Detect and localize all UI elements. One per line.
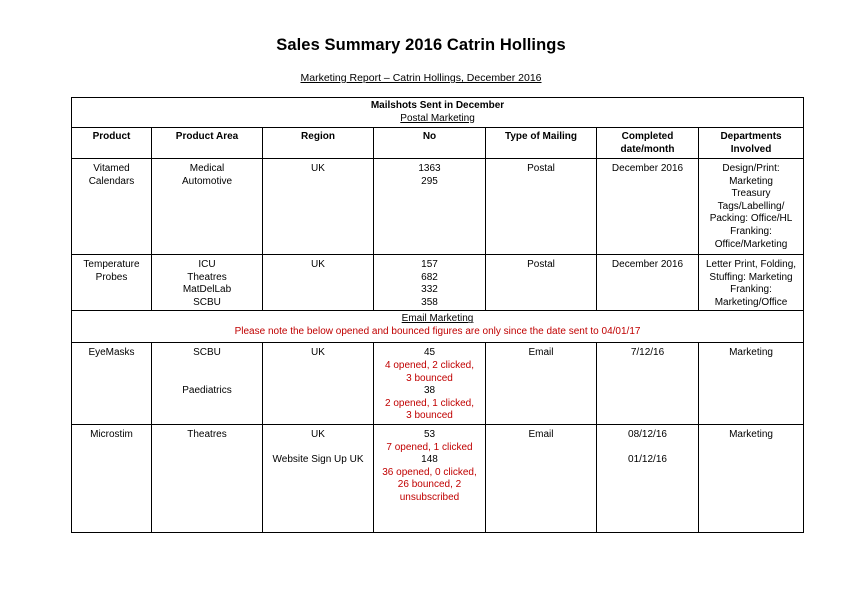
product-line: Vitamed [93,163,130,174]
departments-line: Marketing/Office [714,296,788,308]
region-cell: UK [263,343,374,425]
no-value: 148 [421,454,438,466]
no-cell [374,424,486,532]
spacer [155,373,259,386]
no-cell [374,159,486,255]
column-header-type-of-mailing: Type of Mailing [486,128,597,159]
product-line: Calendars [88,175,135,187]
product-area-cell [152,255,263,311]
completed-line: 08/12/16 [628,428,667,440]
email-stats: unsubscribed [399,491,460,503]
spacer [600,442,695,455]
departments-line: Letter Print, Folding, [706,259,797,270]
no-value: 295 [421,175,438,187]
type-cell: Postal [486,255,597,311]
report-subtitle: Marketing Report – Catrin Hollings, December 2016 [300,72,542,84]
departments-line: Design/Print: [722,163,780,174]
departments-line: Marketing [729,175,773,187]
email-marketing-label: Email Marketing [401,313,474,325]
spacer [155,360,259,373]
no-value: 682 [421,271,438,283]
product-cell: EyeMasks [72,343,152,425]
spacer [266,442,370,455]
email-stats: 7 opened, 1 clicked [386,441,473,453]
type-cell: Postal [486,159,597,255]
departments-line: Franking: [730,284,772,296]
departments-cell [699,255,804,311]
departments-line: Office/Marketing [714,238,788,250]
no-value: 45 [423,347,436,359]
table-row [72,424,804,532]
email-stats: 3 bounced [406,410,453,422]
product-area-line: Automotive [181,175,233,187]
column-header-row [72,128,804,159]
table-row [72,159,804,255]
region-cell: UK [263,255,374,311]
region-line: Website Sign Up UK [272,454,364,466]
product-area-line: ICU [198,259,216,270]
email-section-header [72,311,804,343]
page-title: Sales Summary 2016 Catrin Hollings [276,36,566,54]
sales-summary-table [71,97,804,533]
completed-line: 01/12/16 [628,454,667,466]
column-header-no: No [374,128,486,159]
email-section-header-row [72,311,804,343]
table-row [72,255,804,311]
departments-line: Treasury [731,188,771,200]
email-figures-note: Please note the below opened and bounced figures are only since the date sent to 04/01/17 [234,325,641,337]
postal-section-header-row [72,98,804,128]
product-area-line: Theatres [187,271,227,283]
email-stats: 36 opened, 0 clicked, [382,466,477,478]
product-line: Temperature [83,259,140,270]
no-value: 38 [423,385,436,397]
no-value: 358 [421,296,438,308]
mailshots-heading: Mailshots Sent in December [370,100,505,111]
no-value: 1363 [418,163,441,174]
postal-marketing-label: Postal Marketing [400,112,475,124]
column-header-product-area: Product Area [152,128,263,159]
region-cell: UK [263,159,374,255]
completed-cell [597,424,699,532]
type-cell: Email [486,424,597,532]
product-area-cell: Theatres [152,424,263,532]
product-cell [72,255,152,311]
departments-cell: Marketing [699,424,804,532]
email-stats: 4 opened, 2 clicked, [385,359,474,371]
no-value: 157 [421,259,438,270]
departments-line: Packing: Office/HL [709,213,793,225]
completed-cell: December 2016 [597,255,699,311]
departments-line: Tags/Labelling/ [717,200,785,212]
product-cell: Microstim [72,424,152,532]
region-cell [263,424,374,532]
email-stats: 26 bounced, 2 [397,479,462,491]
region-line: UK [311,428,325,440]
postal-section-header [72,98,804,128]
no-value: 332 [421,284,438,296]
product-cell [72,159,152,255]
email-stats: 3 bounced [406,372,453,384]
table-row [72,343,804,425]
product-area-line: MatDelLab [182,284,232,296]
departments-cell [699,159,804,255]
no-cell [374,343,486,425]
product-area-cell [152,159,263,255]
email-stats: 2 opened, 1 clicked, [385,397,474,409]
product-line: Probes [95,271,128,283]
column-header-product: Product [72,128,152,159]
completed-cell: December 2016 [597,159,699,255]
no-cell [374,255,486,311]
type-cell: Email [486,343,597,425]
product-area-line: SCBU [193,296,221,308]
no-value: 53 [423,428,436,440]
departments-line: Stuffing: Marketing [709,271,793,283]
departments-line: Franking: [730,225,772,237]
column-header-completed: Completed date/month [597,128,699,159]
product-area-line: SCBU [193,347,221,359]
completed-cell: 7/12/16 [597,343,699,425]
product-area-line: Paediatrics [182,385,232,397]
product-area-line: Medical [189,163,225,174]
column-header-region: Region [263,128,374,159]
column-header-departments: Departments Involved [699,128,804,159]
departments-cell: Marketing [699,343,804,425]
product-area-cell [152,343,263,425]
